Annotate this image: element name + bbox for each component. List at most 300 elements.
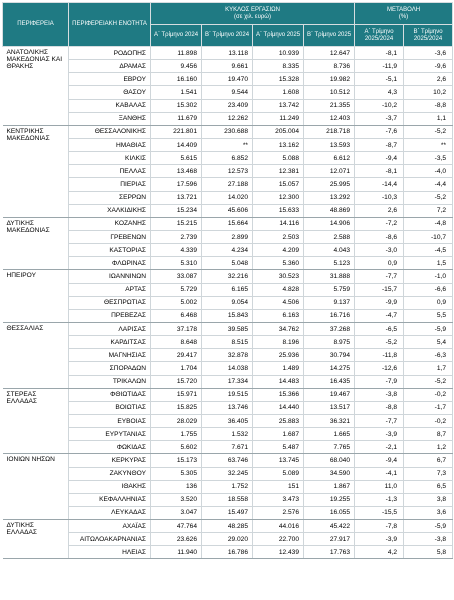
value-a-2025: 25.883 (253, 414, 304, 427)
unit-header: ΠΕΡΙΦΕΡΕΙΑΚΗ ΕΝΟΤΗΤΑ (69, 3, 151, 47)
table-row (3, 336, 453, 349)
change-a: -7,9 (355, 375, 404, 388)
value-b-2025: 218.718 (304, 125, 355, 138)
value-a-2025: 13.745 (253, 454, 304, 467)
value-b-2024: 36.405 (202, 414, 253, 427)
table-row (3, 86, 453, 99)
change-a: -7,6 (355, 125, 404, 138)
table-row (3, 454, 453, 467)
change-a: -9,4 (355, 152, 404, 165)
value-a-2025: 15.057 (253, 178, 304, 191)
unit-cell: ΦΛΩΡΙΝΑΣ (69, 257, 151, 270)
table-row (3, 309, 453, 322)
change-a: -7,7 (355, 270, 404, 283)
turnover-subtitle: (σε χιλ. ευρώ) (234, 13, 271, 20)
change-b: 3,6 (404, 506, 453, 519)
value-b-2025: 34.590 (304, 467, 355, 480)
region-name: ΣΤΕΡΕΑΣ ΕΛΛΑΔΑΣ (3, 388, 69, 454)
value-b-2024: 16.786 (202, 546, 253, 559)
value-a-2025: 12.300 (253, 191, 304, 204)
table-row (3, 152, 453, 165)
table-row (3, 414, 453, 427)
region-name: ΚΕΝΤΡΙΚΗΣ ΜΑΚΕΔΟΝΙΑΣ (3, 125, 69, 217)
region-name: ΔΥΤΙΚΗΣ ΕΛΛΑΔΑΣ (3, 520, 69, 559)
table-row (3, 112, 453, 125)
value-a-2024: 136 (151, 480, 202, 493)
table-row (3, 362, 453, 375)
unit-cell: ΚΕΡΚΥΡΑΣ (69, 454, 151, 467)
value-a-2024: 15.302 (151, 99, 202, 112)
value-b-2025: 10.512 (304, 86, 355, 99)
table-row (3, 428, 453, 441)
change-a: -11,8 (355, 349, 404, 362)
value-b-2025: 45.422 (304, 520, 355, 533)
region-name: ΘΕΣΣΑΛΙΑΣ (3, 322, 69, 388)
value-a-2024: 2.739 (151, 230, 202, 243)
table-row (3, 99, 453, 112)
value-a-2024: 5.602 (151, 441, 202, 454)
value-a-2025: 8.335 (253, 60, 304, 73)
change-a: -8,1 (355, 165, 404, 178)
col-a-2024: Α΄ Τρίμηνο 2024 (151, 25, 202, 47)
change-a: 0,9 (355, 257, 404, 270)
value-a-2025: 30.523 (253, 270, 304, 283)
value-a-2025: 12.439 (253, 546, 304, 559)
table-header (3, 3, 453, 47)
value-a-2025: 15.366 (253, 388, 304, 401)
value-a-2024: 13.468 (151, 165, 202, 178)
table-row (3, 375, 453, 388)
change-b: -6,6 (404, 283, 453, 296)
change-b: 5,8 (404, 546, 453, 559)
value-a-2024: 28.029 (151, 414, 202, 427)
unit-cell: ΕΥΡΥΤΑΝΙΑΣ (69, 428, 151, 441)
value-a-2025: 14.116 (253, 217, 304, 230)
value-b-2025: 13.292 (304, 191, 355, 204)
table-row (3, 349, 453, 362)
table-row (3, 217, 453, 230)
value-a-2025: 14.440 (253, 401, 304, 414)
unit-cell: ΤΡΙΚΑΛΩΝ (69, 375, 151, 388)
value-a-2025: 5.089 (253, 467, 304, 480)
change-a: -2,1 (355, 441, 404, 454)
value-a-2025: 22.700 (253, 533, 304, 546)
change-a: -6,5 (355, 322, 404, 335)
unit-cell: ΚΕΦΑΛΛΗΝΙΑΣ (69, 493, 151, 506)
value-a-2024: 5.002 (151, 296, 202, 309)
value-b-2024: 14.038 (202, 362, 253, 375)
unit-cell: ΚΑΒΑΛΑΣ (69, 99, 151, 112)
value-a-2025: 44.016 (253, 520, 304, 533)
change-b: 10,2 (404, 86, 453, 99)
change-a: 4,2 (355, 546, 404, 559)
change-b: -0,2 (404, 388, 453, 401)
value-a-2025: 10.939 (253, 47, 304, 60)
value-a-2025: 1.608 (253, 86, 304, 99)
change-b: -4,8 (404, 217, 453, 230)
value-a-2024: 15.825 (151, 401, 202, 414)
table-row (3, 230, 453, 243)
change-a: -8,6 (355, 230, 404, 243)
unit-cell: ΒΟΙΩΤΙΑΣ (69, 401, 151, 414)
change-a: -1,3 (355, 493, 404, 506)
change-a: 2,6 (355, 204, 404, 217)
value-a-2025: 1.687 (253, 428, 304, 441)
value-b-2024: 9.054 (202, 296, 253, 309)
turnover-title: ΚΥΚΛΟΣ ΕΡΓΑΣΙΩΝ (225, 6, 280, 13)
value-b-2025: 16.716 (304, 309, 355, 322)
value-b-2024: 18.558 (202, 493, 253, 506)
value-b-2024: 39.585 (202, 322, 253, 335)
value-a-2024: 11.940 (151, 546, 202, 559)
table-body (3, 47, 453, 559)
change-b: 1,7 (404, 362, 453, 375)
value-b-2025: 17.763 (304, 546, 355, 559)
change-b: -5,2 (404, 191, 453, 204)
value-a-2024: 4.339 (151, 244, 202, 257)
table-row (3, 388, 453, 401)
table-row (3, 520, 453, 533)
value-b-2025: 5.759 (304, 283, 355, 296)
value-b-2024: 48.285 (202, 520, 253, 533)
unit-cell: ΑΡΤΑΣ (69, 283, 151, 296)
value-b-2024: 13.118 (202, 47, 253, 60)
value-a-2025: 6.163 (253, 309, 304, 322)
value-a-2025: 2.503 (253, 230, 304, 243)
change-b: 7,3 (404, 467, 453, 480)
unit-cell: ΔΡΑΜΑΣ (69, 60, 151, 73)
unit-cell: ΛΕΥΚΑΔΑΣ (69, 506, 151, 519)
value-b-2025: 68.040 (304, 454, 355, 467)
value-b-2025: 13.593 (304, 138, 355, 151)
value-a-2025: 4.828 (253, 283, 304, 296)
value-b-2025: 8.975 (304, 336, 355, 349)
value-b-2024: 27.188 (202, 178, 253, 191)
value-b-2024: 19.470 (202, 73, 253, 86)
value-b-2024: 6.165 (202, 283, 253, 296)
value-a-2025: 5.360 (253, 257, 304, 270)
table-row (3, 480, 453, 493)
change-a: -3,0 (355, 244, 404, 257)
value-a-2024: 15.234 (151, 204, 202, 217)
unit-cell: ΗΜΑΘΙΑΣ (69, 138, 151, 151)
value-b-2025: 31.888 (304, 270, 355, 283)
value-b-2024: 5.048 (202, 257, 253, 270)
value-a-2024: 17.596 (151, 178, 202, 191)
value-a-2024: 29.417 (151, 349, 202, 362)
value-a-2024: 11.898 (151, 47, 202, 60)
unit-cell: ΣΠΟΡΑΔΩΝ (69, 362, 151, 375)
value-a-2025: 12.381 (253, 165, 304, 178)
value-a-2024: 5.310 (151, 257, 202, 270)
unit-cell: ΜΑΓΝΗΣΙΑΣ (69, 349, 151, 362)
unit-cell: ΓΡΕΒΕΝΩΝ (69, 230, 151, 243)
table-row (3, 283, 453, 296)
table-row (3, 165, 453, 178)
unit-cell: ΞΑΝΘΗΣ (69, 112, 151, 125)
value-a-2024: 3.047 (151, 506, 202, 519)
table-row (3, 296, 453, 309)
region-name: ΙΟΝΙΩΝ ΝΗΣΩΝ (3, 454, 69, 520)
change-b: 7,2 (404, 204, 453, 217)
value-b-2025: 12.071 (304, 165, 355, 178)
value-b-2024: 1.532 (202, 428, 253, 441)
unit-cell: ΛΑΡΙΣΑΣ (69, 322, 151, 335)
table-row (3, 204, 453, 217)
region-header: ΠΕΡΙΦΕΡΕΙΑ (3, 3, 69, 47)
change-a: -9,4 (355, 454, 404, 467)
change-b: -5,2 (404, 125, 453, 138)
value-a-2024: 23.626 (151, 533, 202, 546)
value-b-2024: 32.878 (202, 349, 253, 362)
value-b-2025: 4.043 (304, 244, 355, 257)
value-b-2024: 29.020 (202, 533, 253, 546)
change-b: 0,9 (404, 296, 453, 309)
value-b-2025: 9.137 (304, 296, 355, 309)
table-row (3, 191, 453, 204)
change-a: -14,4 (355, 178, 404, 191)
value-b-2025: 14.275 (304, 362, 355, 375)
value-a-2024: 15.173 (151, 454, 202, 467)
change-b: 6,7 (404, 454, 453, 467)
table-row (3, 401, 453, 414)
change-b: -3,5 (404, 152, 453, 165)
change-a: -7,8 (355, 520, 404, 533)
value-b-2025: 1.665 (304, 428, 355, 441)
change-subtitle: (%) (398, 13, 409, 20)
table-row (3, 73, 453, 86)
value-b-2025: 37.268 (304, 322, 355, 335)
region-name: ΑΝΑΤΟΛΙΚΗΣ ΜΑΚΕΔΟΝΙΑΣ ΚΑΙ ΘΡΑΚΗΣ (3, 47, 69, 126)
value-b-2024: 7.671 (202, 441, 253, 454)
value-a-2024: 15.971 (151, 388, 202, 401)
unit-cell: ΕΒΡΟΥ (69, 73, 151, 86)
change-a: -9,9 (355, 296, 404, 309)
value-b-2025: 36.321 (304, 414, 355, 427)
unit-cell: ΗΛΕΙΑΣ (69, 546, 151, 559)
value-b-2024: 2.899 (202, 230, 253, 243)
change-b: 1,2 (404, 441, 453, 454)
value-b-2025: 25.995 (304, 178, 355, 191)
value-a-2024: 5.305 (151, 467, 202, 480)
change-b: -5,9 (404, 520, 453, 533)
value-b-2025: 13.517 (304, 401, 355, 414)
unit-cell: ΚΑΣΤΟΡΙΑΣ (69, 244, 151, 257)
value-a-2025: 4.209 (253, 244, 304, 257)
change-b: -1,0 (404, 270, 453, 283)
change-a: -3,8 (355, 388, 404, 401)
change-a: -3,7 (355, 112, 404, 125)
value-a-2024: 3.520 (151, 493, 202, 506)
unit-cell: ΠΕΛΛΑΣ (69, 165, 151, 178)
unit-cell: ΠΙΕΡΙΑΣ (69, 178, 151, 191)
value-b-2024: 14.020 (202, 191, 253, 204)
value-b-2024: 15.843 (202, 309, 253, 322)
change-b: -6,3 (404, 349, 453, 362)
change-a: -5,1 (355, 73, 404, 86)
value-b-2025: 21.355 (304, 99, 355, 112)
value-a-2025: 3.473 (253, 493, 304, 506)
change-b: -0,2 (404, 414, 453, 427)
change-a: -15,7 (355, 283, 404, 296)
value-a-2024: 221.801 (151, 125, 202, 138)
value-a-2025: 8.196 (253, 336, 304, 349)
value-b-2024: 17.334 (202, 375, 253, 388)
change-b: -5,9 (404, 322, 453, 335)
unit-cell: ΦΘΙΩΤΙΔΑΣ (69, 388, 151, 401)
change-b: -5,2 (404, 375, 453, 388)
unit-cell: ΘΕΣΣΑΛΟΝΙΚΗΣ (69, 125, 151, 138)
unit-cell: ΘΕΣΠΡΩΤΙΑΣ (69, 296, 151, 309)
value-b-2025: 19.255 (304, 493, 355, 506)
unit-cell: ΕΥΒΟΙΑΣ (69, 414, 151, 427)
value-a-2025: 151 (253, 480, 304, 493)
change-b: -9,6 (404, 60, 453, 73)
value-b-2024: 12.573 (202, 165, 253, 178)
value-a-2024: 5.729 (151, 283, 202, 296)
value-b-2025: 12.403 (304, 112, 355, 125)
table-row (3, 257, 453, 270)
value-a-2024: 33.087 (151, 270, 202, 283)
unit-cell: ΡΟΔΟΠΗΣ (69, 47, 151, 60)
value-a-2025: 34.762 (253, 322, 304, 335)
change-b: 5,4 (404, 336, 453, 349)
value-a-2024: 6.468 (151, 309, 202, 322)
value-b-2024: 63.746 (202, 454, 253, 467)
unit-cell: ΘΑΣΟΥ (69, 86, 151, 99)
value-a-2024: 1.704 (151, 362, 202, 375)
table-row (3, 60, 453, 73)
change-a: 4,3 (355, 86, 404, 99)
value-b-2024: ** (202, 138, 253, 151)
table-row (3, 506, 453, 519)
turnover-header (151, 3, 355, 25)
table-row (3, 322, 453, 335)
value-a-2024: 14.409 (151, 138, 202, 151)
value-b-2025: 12.647 (304, 47, 355, 60)
table-row (3, 47, 453, 60)
change-b: 2,6 (404, 73, 453, 86)
value-a-2025: 205.004 (253, 125, 304, 138)
change-b: -3,6 (404, 47, 453, 60)
change-a: -8,8 (355, 401, 404, 414)
change-a: -8,1 (355, 47, 404, 60)
value-a-2025: 11.249 (253, 112, 304, 125)
value-a-2024: 16.160 (151, 73, 202, 86)
change-b: -1,7 (404, 401, 453, 414)
value-b-2024: 1.752 (202, 480, 253, 493)
value-a-2025: 15.633 (253, 204, 304, 217)
change-a: -4,1 (355, 467, 404, 480)
value-a-2024: 15.215 (151, 217, 202, 230)
value-b-2025: 1.867 (304, 480, 355, 493)
value-b-2025: 7.765 (304, 441, 355, 454)
value-b-2025: 19.467 (304, 388, 355, 401)
change-a: -11,9 (355, 60, 404, 73)
change-a: -7,2 (355, 217, 404, 230)
unit-cell: ΣΕΡΡΩΝ (69, 191, 151, 204)
table-row (3, 125, 453, 138)
col-b-2024: Β΄ Τρίμηνο 2024 (202, 25, 253, 47)
value-b-2025: 6.612 (304, 152, 355, 165)
change-header (355, 3, 453, 25)
value-a-2025: 13.162 (253, 138, 304, 151)
value-a-2025: 15.328 (253, 73, 304, 86)
value-b-2025: 19.982 (304, 73, 355, 86)
value-a-2024: 8.648 (151, 336, 202, 349)
change-a: -8,7 (355, 138, 404, 151)
table-row (3, 178, 453, 191)
unit-cell: ΧΑΛΚΙΔΙΚΗΣ (69, 204, 151, 217)
value-b-2025: 16.435 (304, 375, 355, 388)
value-b-2025: 8.736 (304, 60, 355, 73)
value-b-2025: 27.917 (304, 533, 355, 546)
value-b-2024: 13.746 (202, 401, 253, 414)
value-a-2024: 13.721 (151, 191, 202, 204)
table-row (3, 138, 453, 151)
unit-cell: ΙΘΑΚΗΣ (69, 480, 151, 493)
value-a-2024: 9.456 (151, 60, 202, 73)
change-a: -10,2 (355, 99, 404, 112)
change-a: -3,9 (355, 428, 404, 441)
table-row (3, 441, 453, 454)
change-a: -5,2 (355, 336, 404, 349)
change-b: 6,5 (404, 480, 453, 493)
value-a-2024: 5.615 (151, 152, 202, 165)
change-a: -7,7 (355, 414, 404, 427)
value-a-2025: 1.489 (253, 362, 304, 375)
unit-cell: ΚΙΛΚΙΣ (69, 152, 151, 165)
col-b-2025: Β΄ Τρίμηνο 2025 (304, 25, 355, 47)
change-b: 1,1 (404, 112, 453, 125)
value-b-2024: 32.216 (202, 270, 253, 283)
value-a-2025: 2.576 (253, 506, 304, 519)
change-a: -10,3 (355, 191, 404, 204)
value-b-2024: 32.245 (202, 467, 253, 480)
unit-cell: ΚΟΖΑΝΗΣ (69, 217, 151, 230)
value-b-2024: 45.606 (202, 204, 253, 217)
value-a-2025: 5.088 (253, 152, 304, 165)
change-b: 1,5 (404, 257, 453, 270)
unit-cell: ΑΧΑΪΑΣ (69, 520, 151, 533)
change-b: -10,7 (404, 230, 453, 243)
table-row (3, 467, 453, 480)
value-a-2024: 37.178 (151, 322, 202, 335)
change-a: -3,9 (355, 533, 404, 546)
change-b: -4,4 (404, 178, 453, 191)
unit-cell: ΙΩΑΝΝΙΝΩΝ (69, 270, 151, 283)
change-b: 5,5 (404, 309, 453, 322)
value-a-2024: 1.755 (151, 428, 202, 441)
change-b: -3,8 (404, 533, 453, 546)
value-b-2025: 14.906 (304, 217, 355, 230)
value-b-2025: 48.869 (304, 204, 355, 217)
change-a: -4,7 (355, 309, 404, 322)
col-a-2025: Α΄ Τρίμηνο 2025 (253, 25, 304, 47)
value-a-2025: 4.506 (253, 296, 304, 309)
change-b: ** (404, 138, 453, 151)
value-a-2024: 47.764 (151, 520, 202, 533)
table-row (3, 270, 453, 283)
change-b: -4,5 (404, 244, 453, 257)
change-b: -8,8 (404, 99, 453, 112)
region-name: ΗΠΕΙΡΟΥ (3, 270, 69, 323)
value-b-2024: 4.234 (202, 244, 253, 257)
unit-cell: ΑΙΤΩΛΟΑΚΑΡΝΑΝΙΑΣ (69, 533, 151, 546)
table-row (3, 244, 453, 257)
value-a-2025: 25.936 (253, 349, 304, 362)
value-b-2024: 12.262 (202, 112, 253, 125)
